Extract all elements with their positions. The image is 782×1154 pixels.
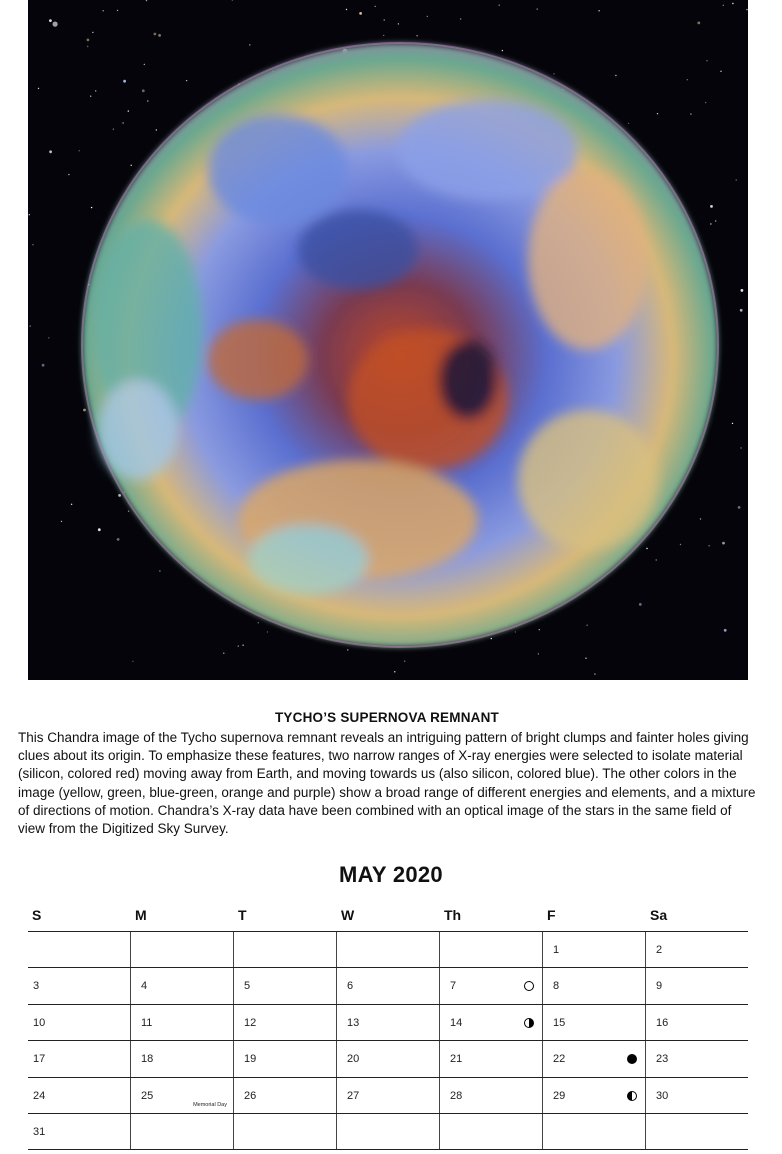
star xyxy=(159,570,160,571)
day-number: 20 xyxy=(347,1053,360,1066)
day-number: 3 xyxy=(33,980,40,993)
calendar-day-cell xyxy=(543,1114,646,1149)
star xyxy=(502,50,503,51)
star xyxy=(384,19,385,20)
star xyxy=(131,165,132,166)
star xyxy=(242,645,243,646)
star xyxy=(687,79,688,80)
weekday-label: Th xyxy=(444,907,462,923)
star xyxy=(53,22,58,27)
star xyxy=(95,90,96,91)
calendar-day-cell xyxy=(440,1078,543,1113)
star xyxy=(103,10,104,11)
calendar-day-cell xyxy=(440,932,543,967)
day-number: 24 xyxy=(33,1089,46,1102)
star xyxy=(79,150,80,151)
star xyxy=(646,548,647,549)
calendar-day-cell xyxy=(337,1114,440,1149)
day-number: 14 xyxy=(450,1016,463,1029)
calendar-day-cell xyxy=(28,1005,131,1040)
star xyxy=(42,364,45,367)
star xyxy=(359,12,362,15)
star xyxy=(123,80,126,83)
star xyxy=(615,75,616,76)
star xyxy=(38,88,39,89)
month-calendar xyxy=(28,900,748,1150)
calendar-day-cell xyxy=(28,968,131,1003)
day-number: 18 xyxy=(141,1053,154,1066)
star xyxy=(538,653,539,654)
star xyxy=(71,504,72,505)
star xyxy=(117,10,118,11)
calendar-week-row xyxy=(28,1041,748,1077)
star xyxy=(87,46,88,47)
caption-title: TYCHO’S SUPERNOVA REMNANT xyxy=(274,710,499,725)
weekday-header-row xyxy=(28,900,748,932)
day-number: 2 xyxy=(656,944,663,956)
day-number: 4 xyxy=(141,980,148,993)
star xyxy=(404,661,405,662)
calendar-week-row xyxy=(28,1078,748,1114)
star xyxy=(128,110,129,111)
star xyxy=(154,33,157,36)
calendar-day-cell xyxy=(543,1078,646,1113)
calendar-day-cell xyxy=(234,1041,337,1076)
day-number: 27 xyxy=(347,1089,360,1102)
star xyxy=(91,207,92,208)
calendar-day-cell xyxy=(337,1041,440,1076)
star xyxy=(491,638,492,639)
star xyxy=(656,559,657,560)
star xyxy=(98,528,101,531)
star xyxy=(539,629,540,630)
weekday-label: M xyxy=(135,907,147,923)
month-title: MAY 2020 xyxy=(339,862,443,887)
holiday-note: Memorial Day xyxy=(193,1101,227,1108)
day-number: 31 xyxy=(33,1125,46,1138)
calendar-day-cell xyxy=(543,968,646,1003)
calendar-day-cell xyxy=(646,1114,748,1149)
calendar-day-cell xyxy=(646,968,748,1003)
calendar-week-row xyxy=(28,932,748,968)
day-number: 15 xyxy=(553,1016,566,1029)
calendar-day-cell xyxy=(646,932,748,967)
calendar-day-cell xyxy=(646,1041,748,1076)
star xyxy=(680,544,681,545)
calendar-week-row xyxy=(28,1005,748,1041)
calendar-day-cell xyxy=(28,1114,131,1149)
star xyxy=(598,10,599,11)
supernova-remnant-image xyxy=(28,0,748,680)
star xyxy=(147,100,148,101)
day-number: 5 xyxy=(244,980,251,993)
star xyxy=(249,44,250,45)
star xyxy=(723,5,724,6)
day-number: 11 xyxy=(141,1016,153,1029)
supernova-remnant-photo xyxy=(28,0,748,680)
star xyxy=(499,5,500,6)
star xyxy=(586,625,587,626)
day-number: 23 xyxy=(656,1053,669,1066)
star xyxy=(705,102,706,103)
star xyxy=(427,16,428,17)
star xyxy=(715,220,716,221)
weekday-label: F xyxy=(547,907,556,923)
full-moon-icon xyxy=(524,981,534,991)
star xyxy=(158,34,161,37)
star xyxy=(460,18,461,19)
calendar-day-cell xyxy=(28,1041,131,1076)
star xyxy=(186,80,187,81)
star xyxy=(113,129,114,130)
calendar-day-cell xyxy=(131,1078,234,1113)
first-quarter-moon-icon xyxy=(627,1091,637,1101)
calendar-day-cell xyxy=(234,1005,337,1040)
calendar-day-cell xyxy=(337,932,440,967)
calendar-day-cell xyxy=(131,1041,234,1076)
day-number: 9 xyxy=(656,980,663,993)
star xyxy=(118,494,121,497)
calendar-day-cell xyxy=(543,1041,646,1076)
calendar-day-cell xyxy=(234,1114,337,1149)
star xyxy=(267,631,268,632)
star xyxy=(720,71,721,72)
weekday-label: Sa xyxy=(650,907,668,923)
star xyxy=(144,64,145,65)
star xyxy=(585,658,586,659)
day-number: 13 xyxy=(347,1016,360,1029)
day-number: 19 xyxy=(244,1053,257,1066)
day-number: 8 xyxy=(553,980,560,993)
day-number: 26 xyxy=(244,1089,257,1102)
star xyxy=(142,89,145,92)
star xyxy=(383,35,384,36)
photo-caption xyxy=(18,710,756,838)
calendar-day-cell xyxy=(234,932,337,967)
calendar-day-cell xyxy=(646,1078,748,1113)
weekday-label: W xyxy=(341,907,355,923)
star xyxy=(740,447,741,448)
star xyxy=(706,60,707,61)
star xyxy=(722,542,725,545)
star xyxy=(639,603,642,606)
star xyxy=(68,174,69,175)
calendar-day-cell xyxy=(28,1078,131,1113)
day-number: 7 xyxy=(450,980,457,993)
star xyxy=(710,223,711,224)
star xyxy=(49,150,52,153)
star xyxy=(515,631,516,632)
star xyxy=(708,545,709,546)
star xyxy=(48,337,49,338)
star xyxy=(49,19,52,22)
day-number: 16 xyxy=(656,1016,669,1029)
star xyxy=(346,9,347,10)
star xyxy=(347,649,348,650)
star xyxy=(132,661,133,662)
star xyxy=(553,73,554,74)
calendar-day-cell xyxy=(234,1078,337,1113)
star xyxy=(61,521,62,522)
star xyxy=(90,96,91,97)
star xyxy=(710,205,713,208)
caption-text: This Chandra image of the Tycho supernova remnant reveals an intriguing pattern of bright clumps and fainter holes giving clues about its origin. To emphasize these features, two narrow ranges of X-ray energies were selected to isolate material (silicon, colored red) moving away from Earth, and moving towards us (also silicon, colored blue). The other colors in the image (yellow, green, blue-green, orange and purple) show a broad range of different energies and elements, and a mixture of directions of motion. Chandra’s X-ray data have been combined with an optical image of the stars in the same field of view from the Digitized Sky Survey. xyxy=(18,730,756,837)
calendar-day-cell xyxy=(337,1005,440,1040)
calendar-day-cell xyxy=(131,1005,234,1040)
star xyxy=(732,423,733,424)
star xyxy=(697,22,700,25)
star xyxy=(416,35,417,36)
weekday-label: S xyxy=(32,907,42,923)
day-number: 10 xyxy=(33,1016,46,1029)
calendar-day-cell xyxy=(337,1078,440,1113)
star xyxy=(92,32,93,33)
calendar-day-cell xyxy=(234,968,337,1003)
day-number: 6 xyxy=(347,980,354,993)
star xyxy=(732,3,733,4)
calendar-day-cell xyxy=(28,932,131,967)
day-number: 25 xyxy=(141,1089,154,1102)
day-number: 12 xyxy=(244,1016,257,1029)
star xyxy=(657,113,658,114)
star xyxy=(32,244,33,245)
calendar-week-row xyxy=(28,968,748,1004)
day-number: 29 xyxy=(553,1089,566,1102)
star xyxy=(258,622,259,623)
day-number: 1 xyxy=(553,944,560,956)
star xyxy=(738,506,741,509)
star xyxy=(87,39,90,42)
calendar-day-cell xyxy=(440,1041,543,1076)
star xyxy=(628,123,629,124)
star xyxy=(394,671,395,672)
day-number: 21 xyxy=(450,1053,463,1066)
star xyxy=(375,6,376,7)
day-number: 28 xyxy=(450,1089,463,1102)
new-moon-icon xyxy=(627,1054,637,1064)
last-quarter-moon-icon xyxy=(524,1018,534,1028)
day-number: 22 xyxy=(553,1053,566,1066)
weekday-label: T xyxy=(238,907,247,923)
calendar-day-cell xyxy=(646,1005,748,1040)
star xyxy=(398,23,399,24)
calendar-day-cell xyxy=(543,932,646,967)
calendar-day-cell xyxy=(131,968,234,1003)
calendar-day-cell xyxy=(440,1005,543,1040)
star xyxy=(83,409,86,412)
calendar-day-cell xyxy=(337,968,440,1003)
calendar-day-cell xyxy=(440,968,543,1003)
star xyxy=(700,518,701,519)
star xyxy=(122,122,123,123)
star xyxy=(741,289,744,292)
day-number: 30 xyxy=(656,1089,669,1102)
calendar-day-cell xyxy=(131,1114,234,1149)
calendar-day-cell xyxy=(543,1005,646,1040)
star xyxy=(117,538,120,541)
star xyxy=(740,309,743,312)
star xyxy=(746,9,747,10)
star xyxy=(29,214,30,215)
star xyxy=(594,673,595,674)
star xyxy=(690,113,691,114)
calendar-day-cell xyxy=(131,932,234,967)
star xyxy=(736,179,737,180)
star xyxy=(724,629,727,632)
star xyxy=(30,325,31,326)
star xyxy=(223,653,224,654)
calendar-week-row xyxy=(28,1114,748,1150)
day-number: 17 xyxy=(33,1053,46,1066)
star xyxy=(128,511,129,512)
star xyxy=(537,8,538,9)
calendar-grid xyxy=(28,932,748,1150)
calendar-day-cell xyxy=(440,1114,543,1149)
star xyxy=(238,645,239,646)
star xyxy=(156,129,157,130)
